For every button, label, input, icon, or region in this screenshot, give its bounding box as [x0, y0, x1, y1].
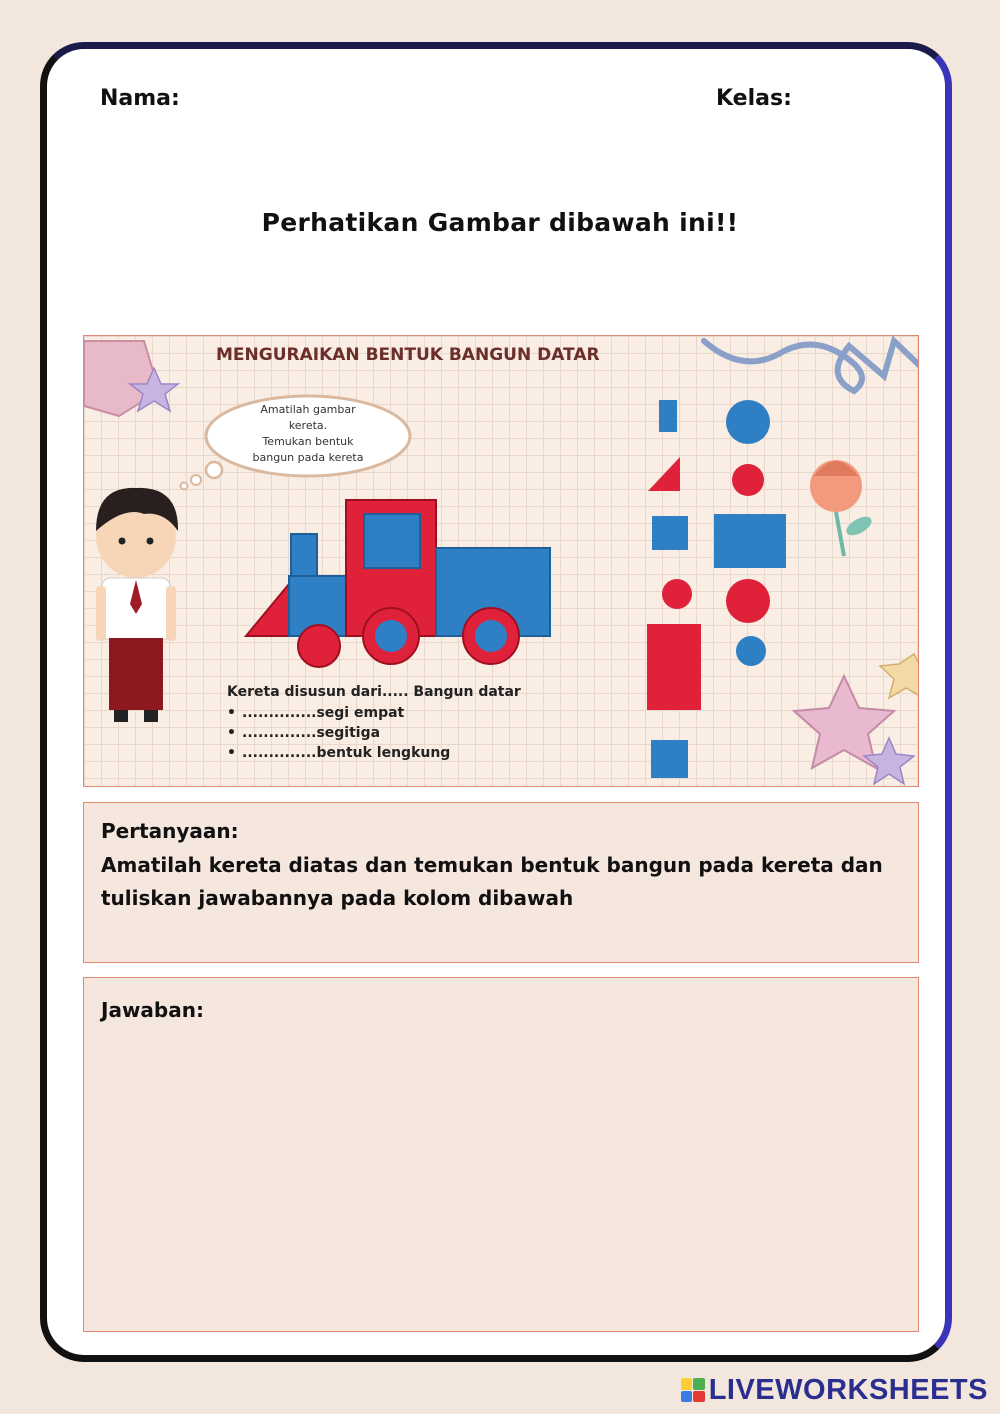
star-icon — [880, 654, 919, 698]
illustration-caption: Kereta disusun dari..... Bangun datar — [227, 684, 521, 700]
train-drawing — [246, 500, 550, 667]
caption-bullet: • — [227, 705, 236, 721]
question-box — [83, 802, 919, 963]
illustration-heading: MENGURAIKAN BENTUK BANGUN DATAR — [216, 345, 600, 365]
thought-bubble — [181, 396, 411, 490]
answer-input-area[interactable] — [94, 1032, 908, 1321]
question-text: Amatilah kereta diatas dan temukan bentuk bangun pada kereta dan tuliskan jawabannya pada kolom dibawah — [101, 853, 883, 910]
thought-line: bangun pada kereta — [252, 451, 364, 464]
caption-bullet: • — [227, 725, 236, 741]
shape-set — [647, 400, 786, 778]
caption-bullet-text: ..............segi empat — [242, 705, 405, 721]
class-label: Kelas: — [716, 86, 792, 111]
train-illustration — [83, 335, 919, 787]
flower-icon — [810, 460, 875, 556]
answer-label: Jawaban: — [101, 998, 204, 1022]
thought-line: Temukan bentuk — [262, 435, 354, 448]
caption-bullet-text: ..............bentuk lengkung — [242, 745, 451, 761]
thought-line: kereta. — [288, 419, 328, 432]
brand-text: LIVEWORKSHEETS — [708, 1373, 988, 1406]
scribble-decoration — [704, 341, 919, 391]
caption-bullet: • — [227, 745, 236, 761]
answer-box[interactable] — [83, 977, 919, 1332]
liveworksheets-icon — [681, 1378, 705, 1402]
thought-line: Amatilah gambar — [260, 403, 356, 416]
boy-character — [96, 488, 178, 722]
question-label: Pertanyaan: — [101, 819, 239, 843]
page-title: Perhatikan Gambar dibawah ini!! — [261, 208, 739, 237]
caption-bullet-text: ..............segitiga — [242, 725, 381, 741]
name-label: Nama: — [100, 86, 180, 111]
liveworksheets-logo — [681, 1372, 988, 1408]
